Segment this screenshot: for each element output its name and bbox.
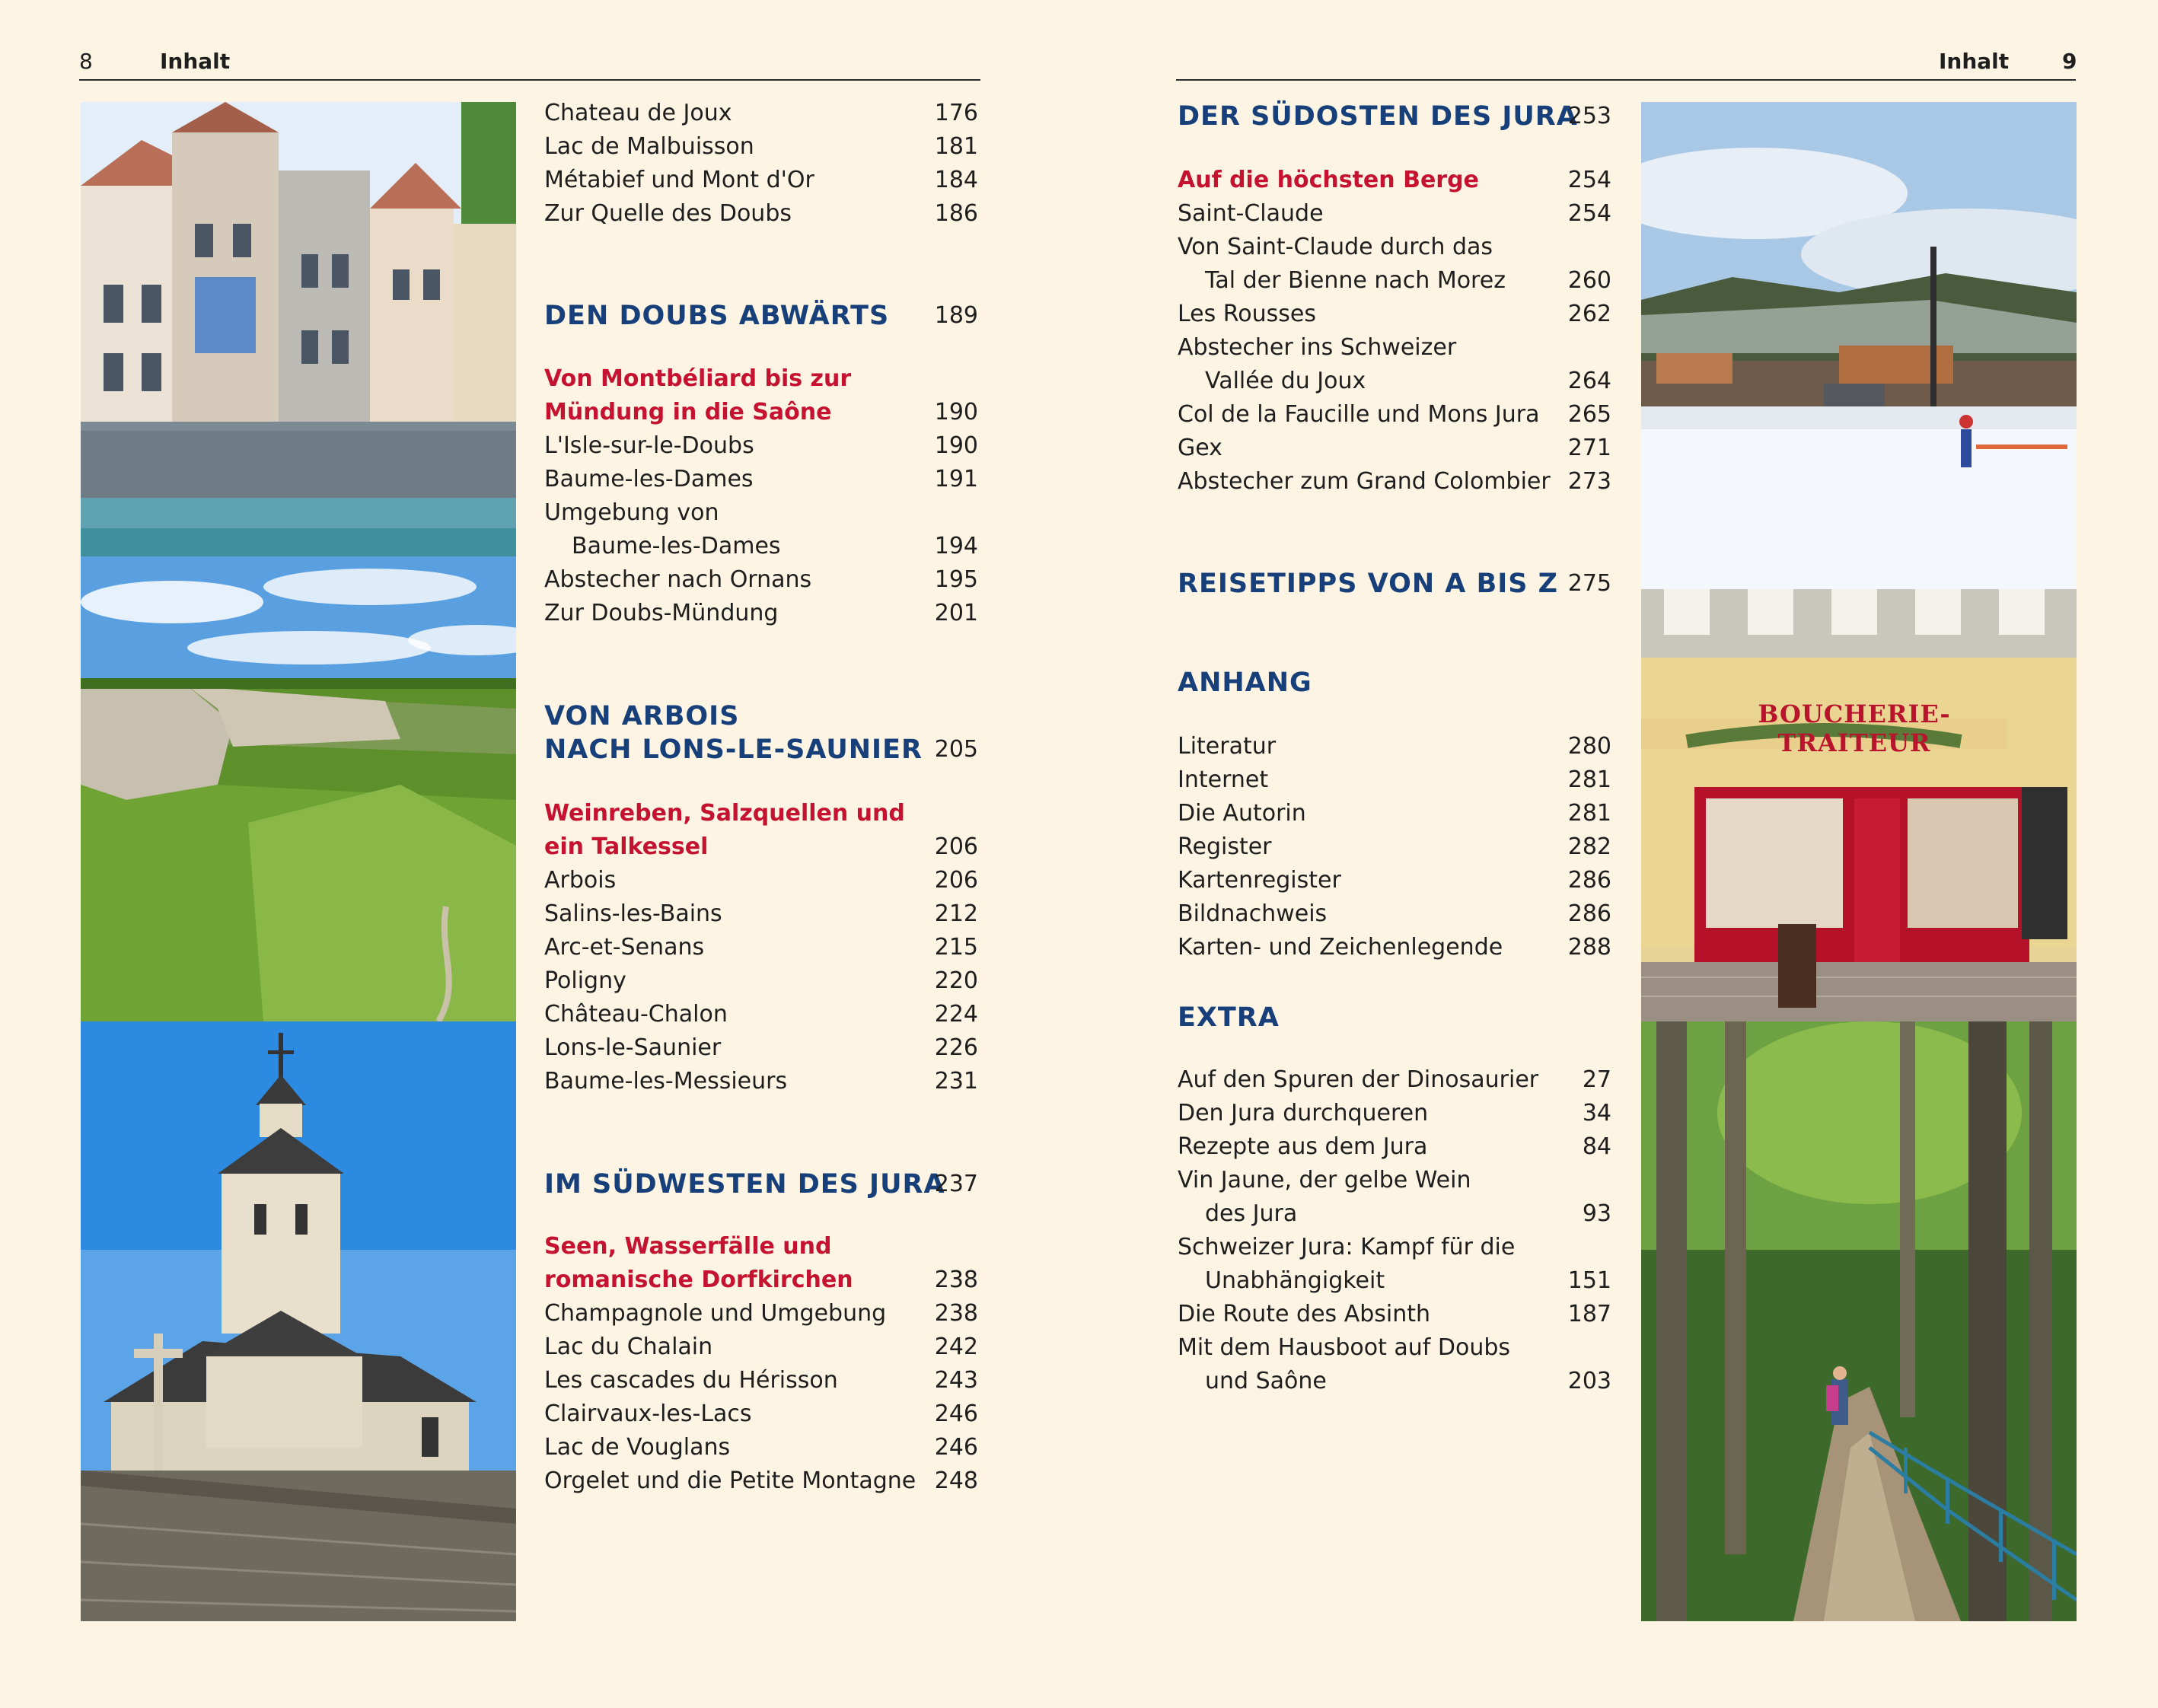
- header-rule: [79, 79, 980, 81]
- running-title: Inhalt: [160, 49, 231, 74]
- toc-right: DER SÜDOSTEN DES JURA 253 Auf die höchsten Berge 254 Saint-Claude 254 Von Saint-Claude durch das Tal der Bienne nach Morez 260 Les Rousses 262 Abstecher ins Schweizer Vallée du Joux 264 Col de la Faucille und Mons Jura 265 Gex 271 Abstecher zum Grand Colombier 273 REISETIPPS VON A BIS Z 275 ANHANG Literatur 280 Internet 281 Die Autorin 281 Register 282 Kartenregister 286 Bildnachweis 286 Karten- und Zeichenlegende 288 EXTRA Auf den Spuren der Dinosaurier 27 Den Jura durchqueren 34 Rezepte aus dem Jura 84 Vin Jaune, der gelbe Wein des Jura 93 Schweizer Jura: Kampf für die Unabhängigkeit 151 Die Route des Absinth 187 Mit dem Hausboot auf Doubs und Saône 203: [1178, 101, 1611, 1394]
- photo-romanesque-church: [81, 1021, 516, 1621]
- running-title: Inhalt: [1939, 49, 2010, 74]
- shop-sign: BOUCHERIE-TRAITEUR: [1758, 699, 1951, 757]
- photo-butcher-shop: [1641, 589, 2077, 1021]
- photo-riverside-houses: [81, 102, 516, 556]
- toc-left: Chateau de Joux 176 Lac de Malbuisson 181 Métabief und Mont d'Or 184 Zur Quelle des Doubs 186 DEN DOUBS ABWÄRTS 189 Von Montbéliard bis zur Mündung in die Saône 190 L'Isle-sur-le-Doubs 190 Baume-les-Dames 191 Umgebung von Baume-les-Dames 194 Abstecher nach Ornans 195 Zur Doubs-Mündung 201 VON ARBOIS NACH LONS-LE-SAUNIER 205 Weinreben, Salzquellen und ein Talkessel 206 Arbois 206 Salins-les-Bains 212 Arc-et-Senans 215 Poligny 220 Château-Chalon 224 Lons-le-Saunier 226 Baume-les-Messieurs 231 IM SÜDWESTEN DES JURA 237 Seen, Wasserfälle und romanische Dorfkirchen 238 Champagnole und Umgebung 238 Lac du Chalain 242 Les cascades du Hérisson 243 Clairvaux-les-Lacs 246 Lac de Vouglans 246 Orgelet und die Petite Montagne 248: [544, 100, 978, 1494]
- page-number: 9: [2062, 49, 2077, 74]
- right-page: [1079, 0, 2158, 1708]
- photo-canyon-landscape: [81, 556, 516, 1021]
- photo-forest-trail: [1641, 1021, 2077, 1621]
- header-rule: [1176, 79, 2076, 81]
- page-number: 8: [79, 49, 93, 74]
- photo-ski-resort: [1641, 102, 2077, 589]
